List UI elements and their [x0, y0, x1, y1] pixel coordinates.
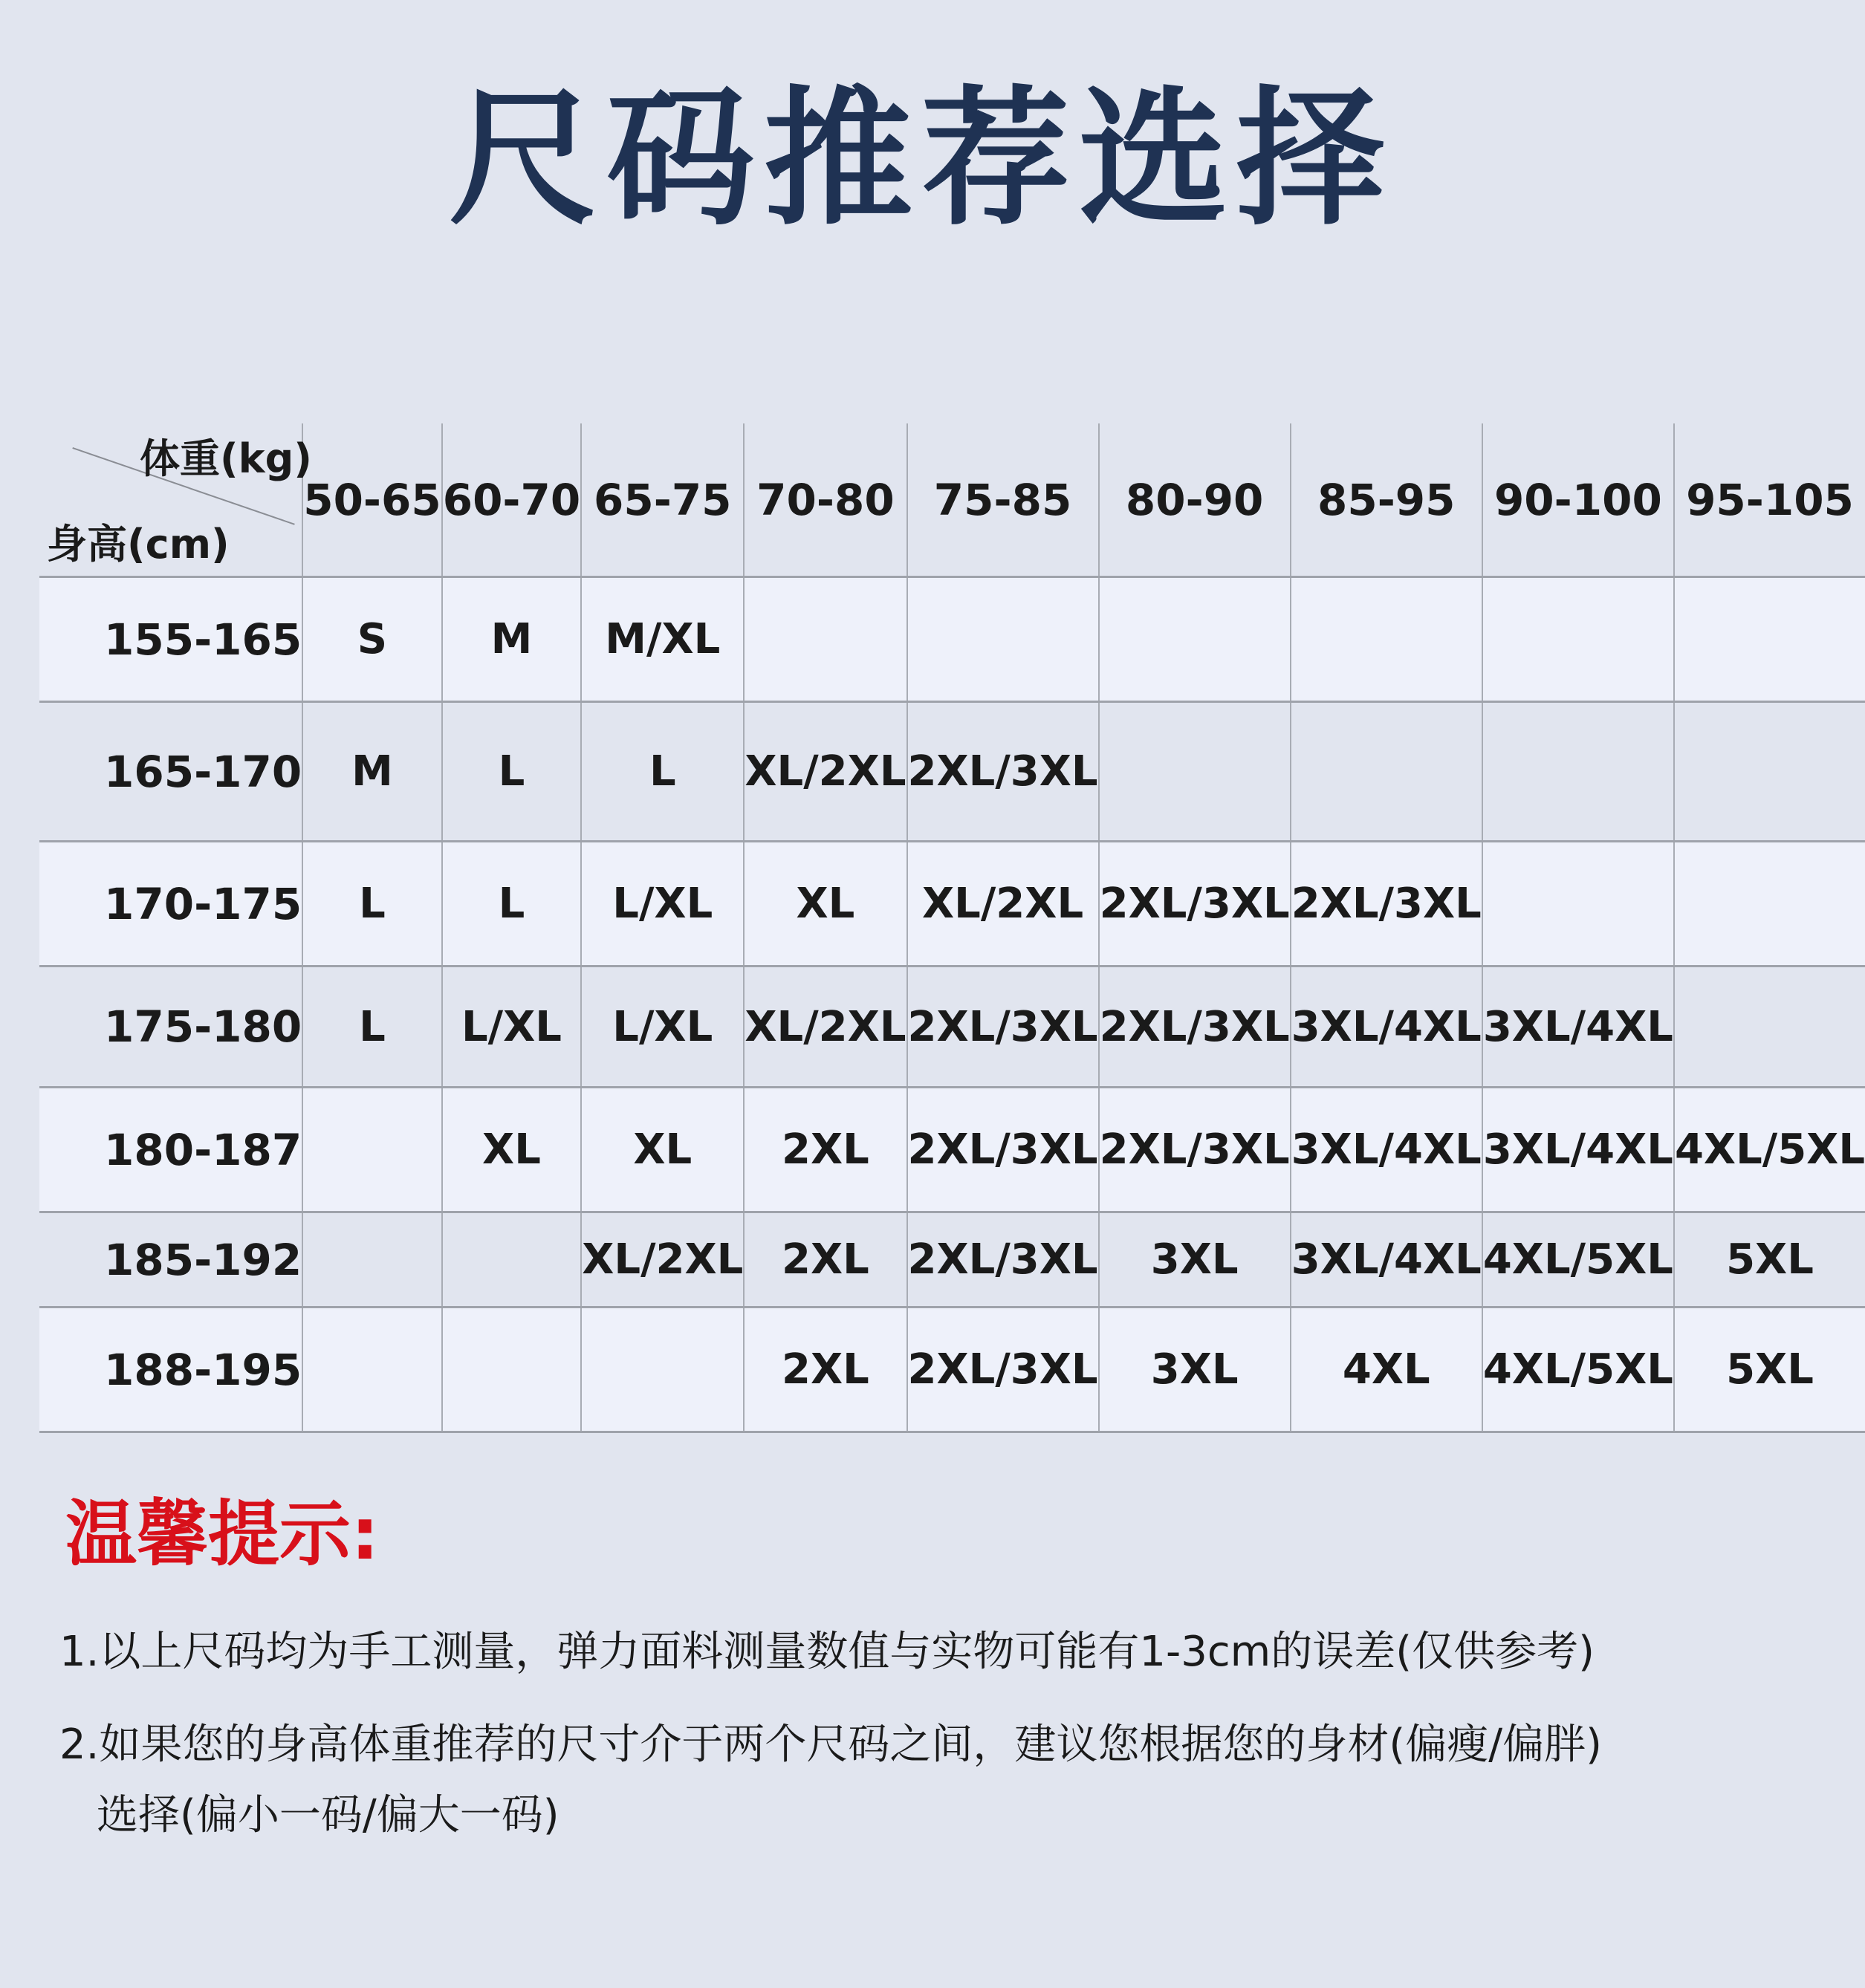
size-cell: 4XL/5XL [1482, 1212, 1674, 1308]
size-cell: L/XL [581, 967, 744, 1088]
weight-header: 80-90 [1099, 423, 1291, 577]
size-cell: 2XL [744, 1088, 906, 1212]
size-cell [1482, 577, 1674, 702]
height-range-label: 180-187 [39, 1088, 302, 1212]
weight-header: 95-105 [1674, 423, 1865, 577]
table-row [39, 1088, 1865, 1212]
size-cell [1674, 967, 1865, 1088]
size-cell: S [302, 577, 442, 702]
size-cell [1482, 842, 1674, 967]
height-range-label: 175-180 [39, 967, 302, 1088]
weight-header: 60-70 [442, 423, 582, 577]
size-cell: L [442, 842, 582, 967]
table-row [39, 967, 1865, 1088]
size-cell: 2XL/3XL [1099, 1088, 1291, 1212]
weight-header: 70-80 [744, 423, 906, 577]
height-range-label: 185-192 [39, 1212, 302, 1308]
size-cell: 4XL/5XL [1482, 1308, 1674, 1432]
size-cell [1099, 702, 1291, 842]
table-row [39, 577, 1865, 702]
size-cell: 2XL/3XL [907, 1088, 1099, 1212]
size-cell: 5XL [1674, 1212, 1865, 1308]
tip-note-2: 2.如果您的身高体重推荐的尺寸介于两个尺码之间，建议您根据您的身材(偏瘦/偏胖) [59, 1721, 1602, 1769]
table-row [39, 702, 1865, 842]
table-row [39, 842, 1865, 967]
tip-note-1: 1.以上尺码均为手工测量，弹力面料测量数值与实物可能有1-3cm的误差(仅供参考) [59, 1628, 1595, 1676]
size-cell: L [581, 702, 744, 842]
size-cell [1674, 702, 1865, 842]
size-cell [1674, 577, 1865, 702]
size-recommendation-table [39, 423, 1865, 1433]
size-cell [1291, 702, 1482, 842]
size-cell [907, 577, 1099, 702]
size-cell [302, 1212, 442, 1308]
size-cell: 4XL/5XL [1674, 1088, 1865, 1212]
size-cell: 3XL [1099, 1308, 1291, 1432]
size-cell: XL [744, 842, 906, 967]
corner-cell [39, 423, 312, 577]
size-cell: 2XL [744, 1212, 906, 1308]
weight-header: 75-85 [907, 423, 1099, 577]
size-cell: M/XL [581, 577, 744, 702]
size-cell: 5XL [1674, 1308, 1865, 1432]
size-cell: 4XL [1291, 1308, 1482, 1432]
size-cell: 3XL/4XL [1482, 967, 1674, 1088]
size-cell [442, 1212, 582, 1308]
height-range-label: 155-165 [39, 577, 302, 702]
size-cell: 2XL/3XL [907, 702, 1099, 842]
size-cell [1099, 577, 1291, 702]
size-cell: L/XL [442, 967, 582, 1088]
height-range-label: 165-170 [39, 702, 302, 842]
size-cell [1674, 842, 1865, 967]
size-cell: L/XL [581, 842, 744, 967]
size-cell [1291, 577, 1482, 702]
size-cell: 2XL/3XL [1099, 967, 1291, 1088]
weight-header: 65-75 [581, 423, 744, 577]
size-cell: XL [442, 1088, 582, 1212]
height-axis-label: 身高(cm) [47, 521, 230, 568]
tip-note-2-continuation: 选择(偏小一码/偏大一码) [97, 1791, 560, 1839]
size-cell: 2XL/3XL [1099, 842, 1291, 967]
size-cell: 3XL [1099, 1212, 1291, 1308]
header-row [39, 423, 1865, 577]
size-cell: 3XL/4XL [1291, 967, 1482, 1088]
size-cell: M [442, 577, 582, 702]
size-cell [442, 1308, 582, 1432]
size-cell: XL [581, 1088, 744, 1212]
weight-header: 85-95 [1291, 423, 1482, 577]
size-cell [302, 1088, 442, 1212]
size-cell: 2XL/3XL [907, 1308, 1099, 1432]
weight-axis-label: 体重(kg) [140, 435, 312, 482]
size-cell: 2XL/3XL [907, 967, 1099, 1088]
table-row [39, 1212, 1865, 1308]
height-range-label: 170-175 [39, 842, 302, 967]
size-cell [1482, 702, 1674, 842]
size-cell: M [302, 702, 442, 842]
size-cell: XL/2XL [581, 1212, 744, 1308]
size-cell: 2XL [744, 1308, 906, 1432]
size-cell: L [302, 967, 442, 1088]
height-range-label: 188-195 [39, 1308, 302, 1432]
size-cell: XL/2XL [744, 702, 906, 842]
size-cell: XL/2XL [744, 967, 906, 1088]
size-cell: L [442, 702, 582, 842]
size-cell [744, 577, 906, 702]
tips-title: 温馨提示: [65, 1492, 380, 1576]
size-cell: 3XL/4XL [1291, 1212, 1482, 1308]
size-cell: 3XL/4XL [1482, 1088, 1674, 1212]
weight-header: 90-100 [1482, 423, 1674, 577]
table-row [39, 1308, 1865, 1432]
size-cell: 2XL/3XL [907, 1212, 1099, 1308]
size-cell: 2XL/3XL [1291, 842, 1482, 967]
size-cell: L [302, 842, 442, 967]
page-title: 尺码推荐选择 [448, 73, 1394, 246]
size-cell [581, 1308, 744, 1432]
size-cell: XL/2XL [907, 842, 1099, 967]
weight-header: 50-65 [302, 423, 442, 577]
size-cell: 3XL/4XL [1291, 1088, 1482, 1212]
size-cell [302, 1308, 442, 1432]
